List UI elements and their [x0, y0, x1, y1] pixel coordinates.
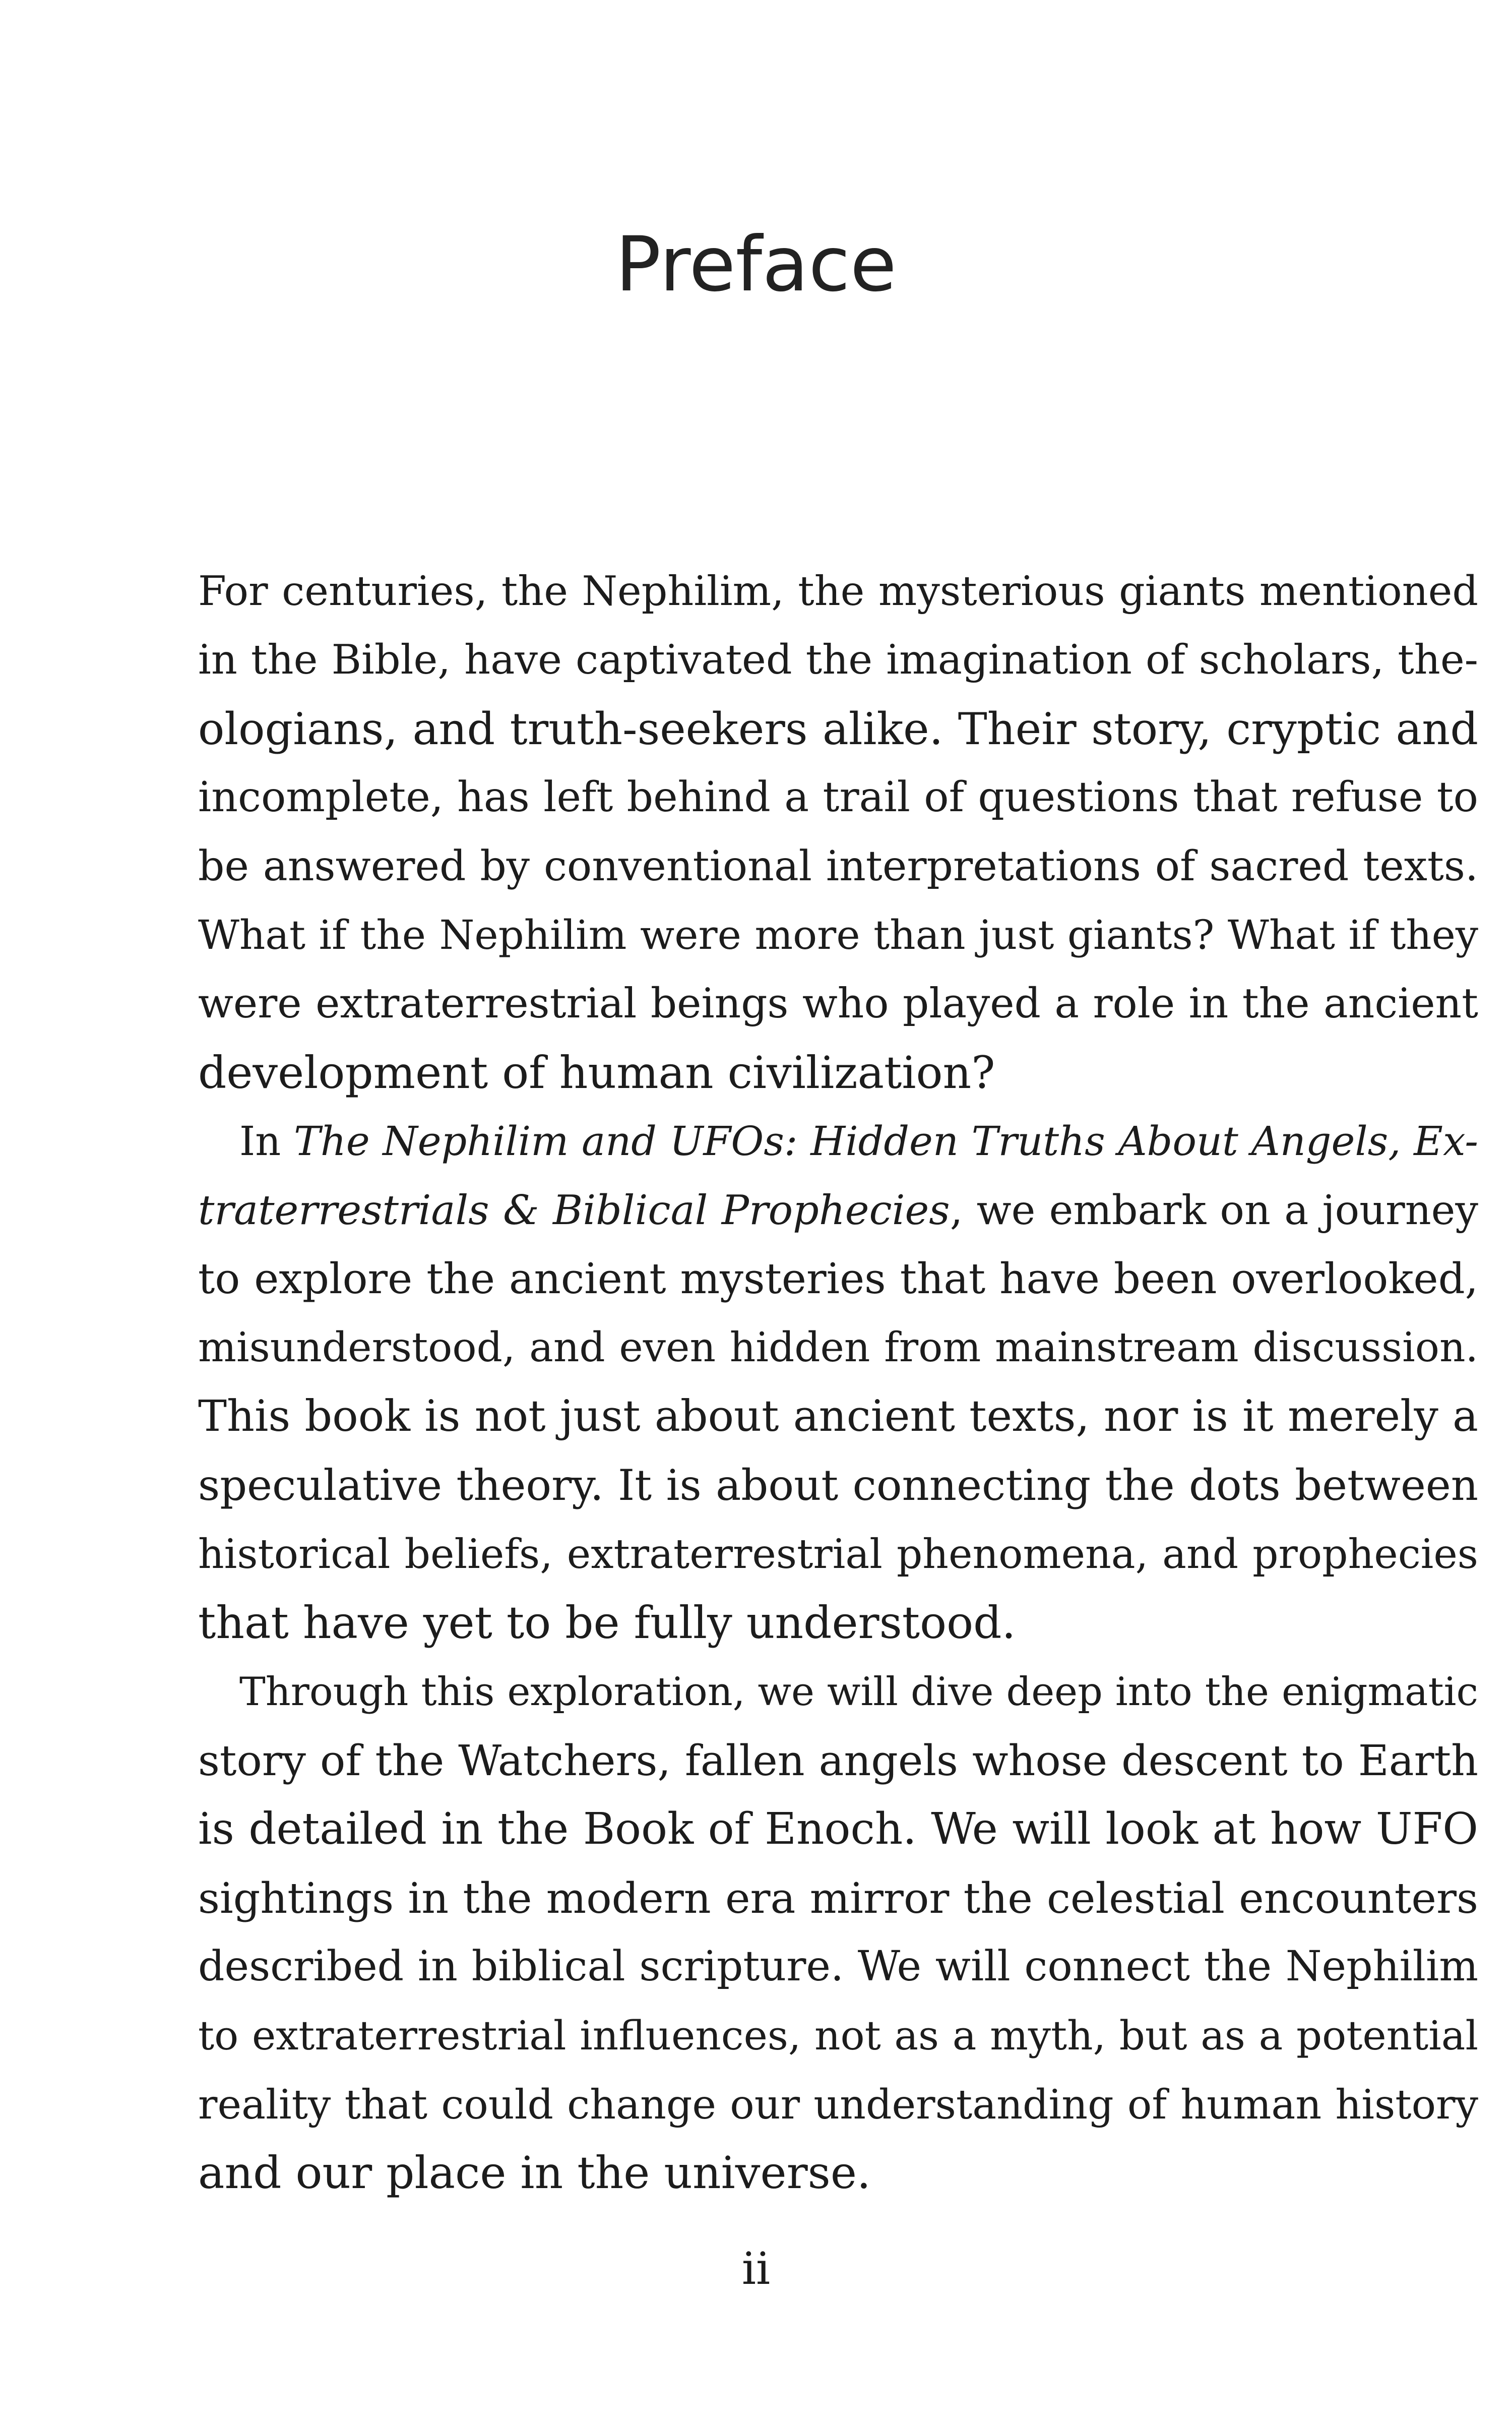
book-title-italic: traterrestrials & Biblical Prophecies	[198, 1186, 950, 1234]
text-line: that have yet to be fully understood.	[198, 1597, 1016, 1649]
text-line: historical beliefs, extraterrestrial phenomena, and prophecies	[198, 1530, 1478, 1578]
book-title-italic: The Nephilim and UFOs: Hidden Truths About Angels, Ex-	[294, 1118, 1478, 1165]
text-line: Through this exploration, we will dive deep into the enigmatic	[239, 1669, 1478, 1715]
text-line	[198, 1107, 1478, 1176]
text-line: to extraterrestrial influences, not as a myth, but as a potential	[198, 2012, 1478, 2059]
text-line: be answered by conventional interpretations of sacred texts.	[198, 842, 1478, 890]
text-line: is detailed in the Book of Enoch. We will look at how UFO	[198, 1804, 1478, 1855]
page-title: Preface	[615, 221, 897, 309]
text-line: sightings in the modern era mirror the celestial encounters	[198, 1873, 1478, 1923]
text-line: What if the Nephilim were more than just giants? What if they	[198, 912, 1478, 959]
text-line: in the Bible, have captivated the imagination of scholars, the-	[198, 636, 1478, 684]
text-line: incomplete, has left behind a trail of questions that refuse to	[198, 773, 1478, 822]
text-line: For centuries, the Nephilim, the mysterious giants mentioned	[198, 568, 1478, 615]
paragraph-3	[198, 1658, 1478, 2208]
text-line: reality that could change our understanding of human history	[198, 2080, 1478, 2128]
text-line: ologians, and truth-seekers alike. Their story, cryptic and	[198, 703, 1478, 755]
text-line: This book is not just about ancient texts, nor is it merely a	[198, 1391, 1478, 1441]
page-number: ii	[741, 2243, 771, 2294]
text-line: misunderstood, and even hidden from mainstream discussion.	[198, 1324, 1478, 1371]
text-line: speculative theory. It is about connecting the dots between	[198, 1461, 1478, 1510]
paragraph-1	[198, 557, 1478, 1107]
text-line: and our place in the universe.	[198, 2147, 871, 2199]
preface-body	[198, 557, 1478, 2208]
text-run: In	[239, 1118, 294, 1165]
text-line: development of human civilization?	[198, 1046, 995, 1099]
paragraph-2	[198, 1107, 1478, 1657]
text-line: to explore the ancient mysteries that have been overlooked,	[198, 1254, 1478, 1304]
text-line	[198, 1176, 1478, 1245]
text-line: story of the Watchers, fallen angels whose descent to Earth	[198, 1735, 1478, 1785]
text-line: described in biblical scripture. We will connect the Nephilim	[198, 1943, 1478, 1991]
text-run: , we embark on a journey	[950, 1186, 1478, 1234]
text-line: were extraterrestrial beings who played a role in the ancient	[198, 980, 1478, 1028]
